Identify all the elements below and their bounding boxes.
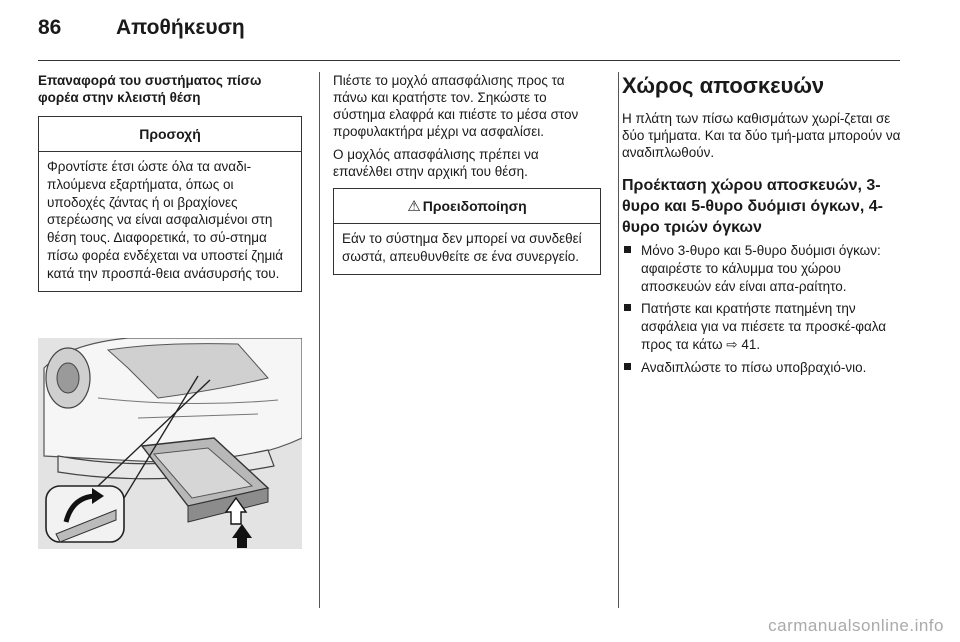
caution-box	[38, 116, 302, 292]
header-rule	[38, 60, 900, 61]
column-divider-2	[618, 72, 619, 608]
list-item-text: Μόνο 3-θυρο και 5-θυρο δυόμισι όγκων: αφαιρέστε το κάλυμμα του χώρου αποσκευών εάν είναι απα-ραίτητο.	[641, 243, 881, 294]
column-divider-1	[319, 72, 320, 608]
warning-title: Προειδοποίηση	[422, 198, 527, 214]
right-column	[622, 72, 904, 382]
bullet-square-icon	[624, 363, 631, 370]
page-number: 86	[38, 16, 62, 39]
rear-carrier-illustration	[38, 338, 302, 549]
warning-icon: ⚠	[407, 198, 421, 215]
bullet-square-icon	[624, 246, 631, 253]
bullet-square-icon	[624, 304, 631, 311]
middle-paragraph-2: Ο μοχλός απασφάλισης πρέπει να επανέλθει στην αρχική του θέση.	[333, 147, 539, 179]
right-subheading: Προέκταση χώρου αποσκευών, 3-θυρο και 5-θυρο δυόμισι όγκων, 4-θυρο τριών όγκων	[622, 177, 883, 236]
list-item	[622, 242, 904, 295]
rear-carrier-drawing	[38, 338, 302, 549]
warning-box	[333, 188, 601, 275]
list-item	[622, 300, 904, 353]
caution-text: Φροντίστε έτσι ώστε όλα τα αναδι-πλούμενα εξαρτήματα, όπως οι υποδοχές ζάντας ή οι βραχίονες στερέωσης να είναι ασφαλισμένοι στη θέση τους. Διαφορετικά, το σύ-στημα πίσω φορέα ενδέχεται να υποστεί ζημιά κατά την προσπά-θεια ανάσυρσής του.	[47, 159, 284, 281]
section-title: Χώρος αποσκευών	[622, 73, 825, 98]
left-subheading: Επαναφορά του συστήματος πίσω φορέα στην κλειστή θέση	[38, 73, 262, 105]
caution-title: Προσοχή	[39, 117, 301, 152]
list-item	[622, 359, 904, 377]
middle-paragraph-1: Πιέστε το μοχλό απασφάλισης προς τα πάνω και κρατήστε τον. Σηκώστε το σύστημα ελαφρά και πιέστε το μέσα στον προφυλακτήρα μέχρι να ασφαλίσει.	[333, 73, 579, 139]
middle-column	[333, 72, 601, 275]
left-column	[38, 72, 302, 292]
list-item-text: Πατήστε και κρατήστε πατημένη την ασφάλεια για να πιέσετε τα προσκέ-φαλα προς τα κάτω ⇨ 41.	[641, 301, 887, 352]
footer-watermark: carmanualsonline.info	[768, 616, 944, 635]
list-item-text: Αναδιπλώστε το πίσω υποβραχιό-νιο.	[641, 359, 867, 375]
page-header-title: Αποθήκευση	[116, 16, 245, 39]
right-intro: Η πλάτη των πίσω καθισμάτων χωρί-ζεται σε δύο τμήματα. Και τα δύο τμή-ματα μπορούν να αναδιπλωθούν.	[622, 111, 901, 160]
warning-text: Εάν το σύστημα δεν μπορεί να συνδεθεί σωστά, απευθυνθείτε σε ένα συνεργείο.	[342, 231, 582, 264]
warning-header	[334, 189, 600, 224]
